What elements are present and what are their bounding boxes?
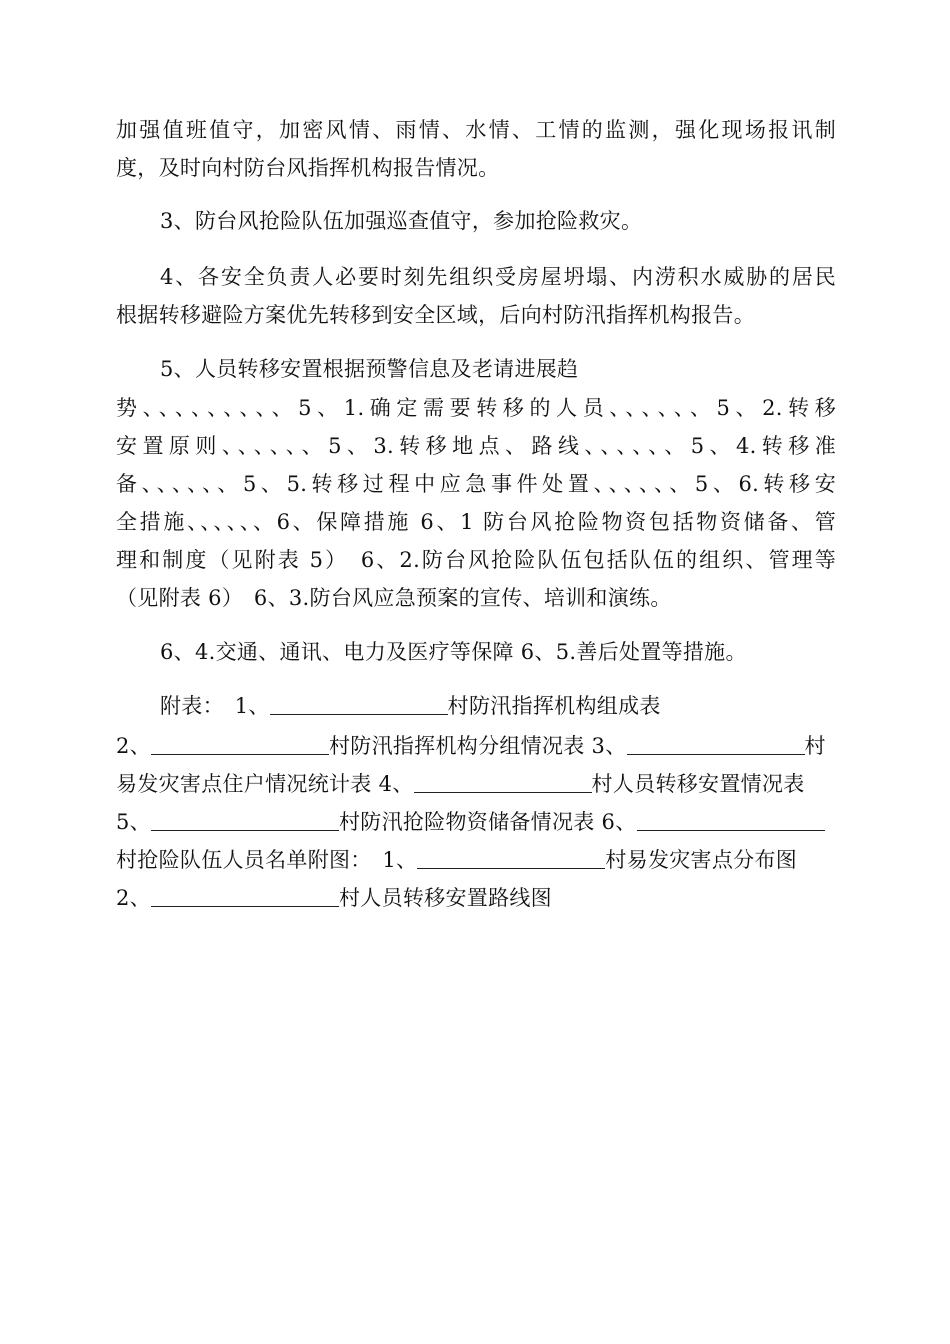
- appendix-line-1: [160, 693, 661, 719]
- appendix-item-text: 村防汛抢险物资储备情况表 6、: [338, 810, 637, 834]
- appendix-item-number: 2、: [116, 734, 151, 758]
- appendix-item-number: 5、: [116, 810, 151, 834]
- appendix-item-text: 村抢险队伍人员名单附图： 1、: [116, 848, 418, 872]
- blank-field: [637, 812, 825, 831]
- blank-field: [270, 696, 448, 715]
- appendix-item-text: 村: [804, 734, 826, 758]
- appendix-item-text: 村易发灾害点分布图: [605, 848, 798, 872]
- blank-field: [151, 812, 339, 831]
- paragraph-item-3: 3、防台风抢险队伍加强巡查值守，参加抢险救灾。: [160, 209, 643, 233]
- paragraph-item-4-line: 根据转移避险方案优先转移到安全区域，后向村防汛指挥机构报告。: [116, 303, 755, 327]
- paragraph-item-5-line: 5、人员转移安置根据预警信息及老请进展趋: [160, 357, 579, 381]
- appendix-line-4: [116, 809, 825, 835]
- appendix-line-5: [116, 847, 797, 873]
- blank-field: [151, 888, 339, 907]
- paragraph-item-5-line: 势、、、、、、、、、5、1.确定需要转移的人员、、、、、、5、2.转移: [116, 396, 836, 420]
- paragraph-item-5-line: （见附表 6） 6、3.防台风应急预案的宣传、培训和演练。: [116, 586, 672, 610]
- paragraph-item-4-line: 4、各安全负责人必要时刻先组织受房屋坍塌、内涝积水威胁的居民: [160, 265, 836, 289]
- paragraph-item-5-line: 理和制度（见附表 5） 6、2.防台风抢险队伍包括队伍的组织、管理等: [116, 548, 836, 572]
- paragraph-item-5-line: 全措施、、、、、、6、保障措施 6、1 防台风抢险物资包括物资储备、管: [116, 510, 836, 534]
- appendix-item-text: 村防汛指挥机构组成表: [447, 694, 661, 718]
- appendix-item-text: 村防汛指挥机构分组情况表 3、: [328, 734, 627, 758]
- paragraph-line: 度，及时向村防台风指挥机构报告情况。: [116, 156, 500, 180]
- appendix-line-2: [116, 733, 826, 759]
- appendix-item-text: 村人员转移安置路线图: [338, 886, 552, 910]
- paragraph-line: 加强值班值守，加密风情、雨情、水情、工情的监测，强化现场报讯制: [116, 118, 836, 142]
- appendix-line-6: [116, 885, 552, 911]
- blank-field: [627, 736, 805, 755]
- paragraph-item-5-line: 安置原则、、、、、、5、3.转移地点、路线、、、、、、5、4.转移准: [116, 434, 836, 458]
- blank-field: [414, 774, 592, 793]
- appendix-item-text: 村人员转移安置情况表: [591, 772, 805, 796]
- blank-field: [417, 850, 605, 869]
- paragraph-item-5-line: 备、、、、、、5、5.转移过程中应急事件处置、、、、、、5、6.转移安: [116, 472, 836, 496]
- paragraph-item-6: 6、4.交通、通讯、电力及医疗等保障 6、5.善后处置等措施。: [160, 640, 747, 664]
- appendix-item-number: 2、: [116, 886, 151, 910]
- blank-field: [151, 736, 329, 755]
- appendix-label: 附表： 1、: [160, 694, 270, 718]
- appendix-line-3: [116, 771, 805, 797]
- appendix-item-text: 易发灾害点住户情况统计表 4、: [116, 772, 414, 796]
